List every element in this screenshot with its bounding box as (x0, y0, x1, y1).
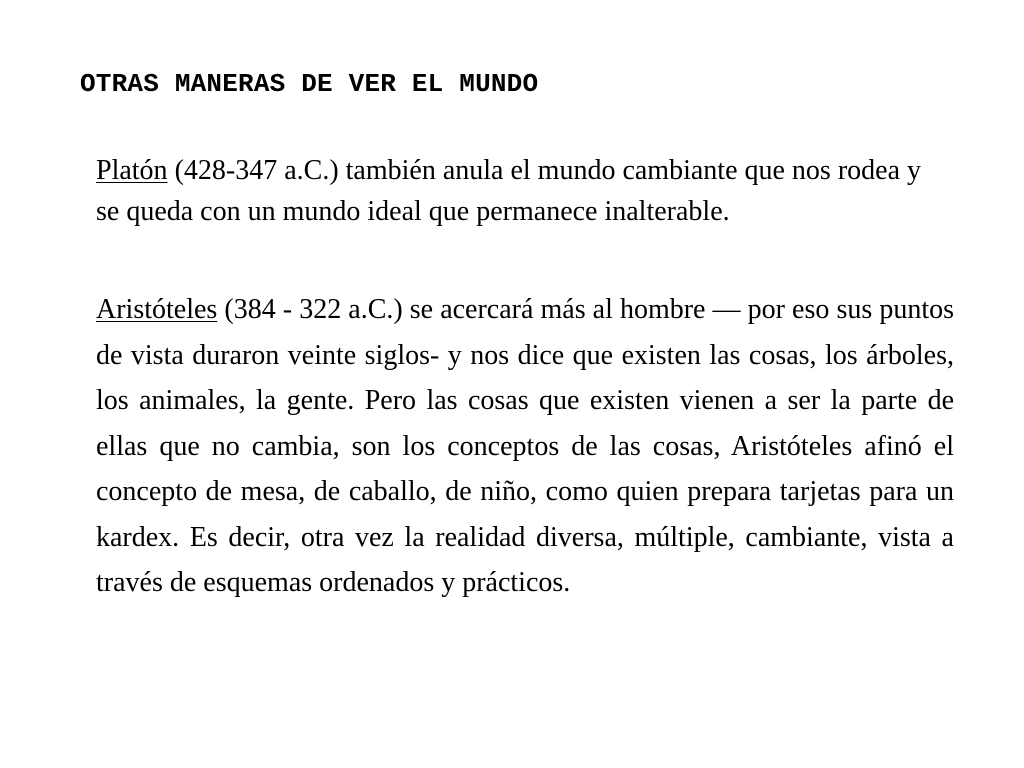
paragraph-plato-text: (428-347 a.C.) también anula el mundo cambiante que nos rodea y se queda con un mundo ideal que permanece inalterable. (96, 155, 922, 227)
philosopher-name-aristotle: Aristóteles (96, 294, 218, 325)
slide-title: OTRAS MANERAS DE VER EL MUNDO (80, 69, 539, 99)
paragraph-aristotle-text: (384 - 322 a.C.) se acercará más al hombre — por eso sus puntos de vista duraron veinte siglos- y nos dice que existen las cosas, los árboles, los animales, la gente. Pero las cosas que existen vienen a ser la parte de ellas que no cambia, son los conceptos de las cosas, Aristóteles afinó el concepto de mesa, de caballo, de niño, como quien prepara tarjetas para un kardex. Es decir, otra vez la realidad diversa, múltiple, cambiante, vista a través de esquemas ordenados y prácticos. (96, 294, 954, 598)
paragraph-plato (96, 150, 946, 232)
paragraph-aristotle (96, 287, 954, 606)
philosopher-name-plato: Platón (96, 155, 168, 186)
